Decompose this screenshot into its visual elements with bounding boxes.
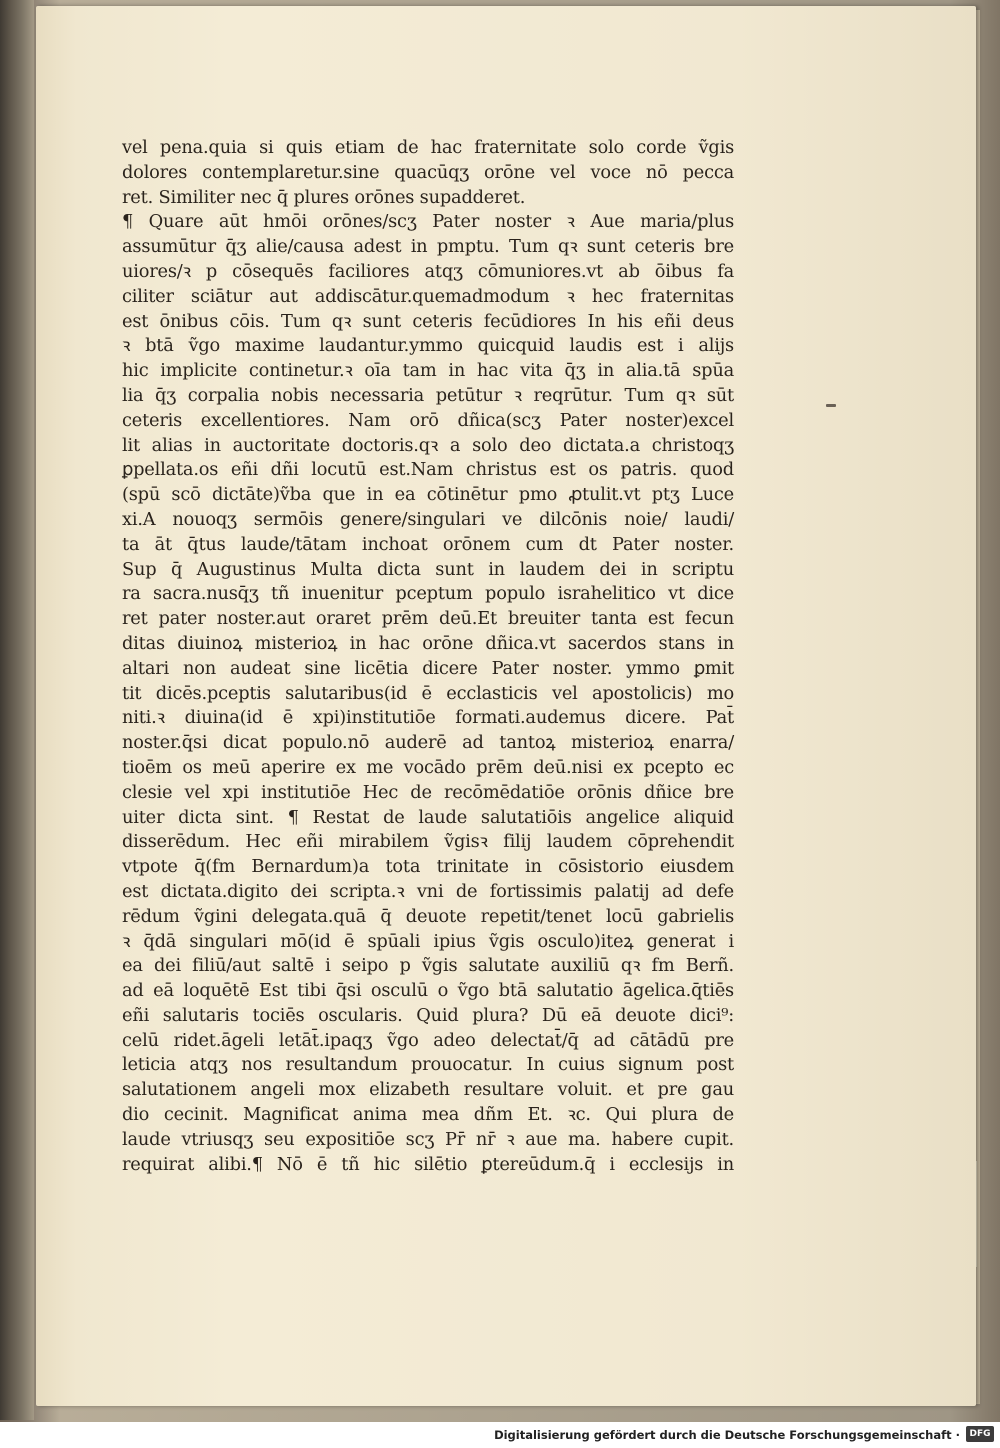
text-line: dolores contemplaretur.sine quacūqʒ orōne vel voce nō pecca	[122, 161, 734, 183]
text-line: ret. Similiter nec q̄ plures orōnes supadderet.	[122, 186, 526, 208]
text-line: ¶ Quare aūt hmōi orōnes/scʒ Pater noster ꝛ Aue maria/plus	[122, 211, 734, 233]
text-line: leticia atqʒ nos resultandum prouocatur. In cuius signum post	[122, 1054, 734, 1076]
text-line: Sup q̄ Augustinus Multa dicta sunt in laudem dei in scriptu	[122, 558, 734, 580]
text-line: dio cecinit. Magnificat anima mea dñm Et. ꝛc. Qui plura de	[122, 1104, 734, 1126]
text-line: niti.ꝛ diuina(id ē xpi)institutiōe formati.audemus dicere. Pat̄	[122, 707, 734, 729]
text-line: ret pater noster.aut oraret prēm deū.Et breuiter tanta est fecun	[122, 608, 734, 630]
text-line: lia q̄ʒ corpalia nobis necessaria petūtur ꝛ reqrūtur. Tum qꝛ sūt	[122, 384, 734, 406]
text-line: eñi salutaris tociēs oscularis. Quid plura? Dū eā deuote dici⁹:	[122, 1004, 734, 1026]
text-line: est ōnibus cōis. Tum qꝛ sunt ceteris fecūdiores In his eñi deus	[122, 310, 734, 332]
text-line: noster.q̄si dicat populo.nō auderē ad tantoꝝ misterioꝝ enarra/	[122, 732, 734, 754]
text-line: lit alias in auctoritate doctoris.qꝛ a solo deo dictata.a christoqʒ	[122, 434, 734, 456]
text-line: tit dicēs.pceptis salutaribus(id ē ecclasticis vel apostolicis) mo	[122, 682, 734, 704]
text-line: ceteris excellentiores. Nam orō dñica(scʒ Pater noster)excel	[122, 409, 734, 431]
page-text-block	[122, 136, 734, 1177]
text-line: altari non audeat sine licētia dicere Pater noster. ymmo ꝑmit	[122, 657, 734, 679]
footer-bar	[0, 1422, 1000, 1448]
text-line: est dictata.digito dei scripta.ꝛ vni de fortissimis palatij ad defe	[122, 880, 734, 902]
text-line: tioēm os meū aperire ex me vocādo prēm deū.nisi ex pcepto ec	[122, 756, 734, 778]
text-line: ad eā loquētē Est tibi q̄si osculū o ṽgo btā salutatio āgelica.q̄tiēs	[122, 980, 734, 1002]
text-line: clesie vel xpi institutiōe Hec de recōmēdatiōe orōnis dñice bre	[122, 781, 734, 803]
text-line: xi.A nouoqʒ sermōis genere/singulari ve dilcōnis noie/ laudi/	[122, 508, 734, 530]
text-line: uiter dicta sint. ¶ Restat de laude salutatiōis angelice aliquid	[122, 806, 734, 828]
book-binding	[0, 0, 34, 1420]
text-line: ciliter sciātur aut addiscātur.quemadmodum ꝛ hec fraternitas	[122, 285, 734, 307]
text-line: salutationem angeli mox elizabeth resultare voluit. et pre gau	[122, 1079, 734, 1101]
text-line: ꝛ btā ṽgo maxime laudantur.ymmo quicquid laudis est i alijs	[122, 335, 734, 357]
text-line: ꝛ q̄dā singulari mō(id ē spūali ipius ṽgis osculo)iteꝝ generat i	[122, 930, 734, 952]
text-line: ra sacra.nusq̄ʒ tñ inuenitur pceptum populo israhelitico vt dice	[122, 583, 734, 605]
text-line: hic implicite continetur.ꝛ oīa tam in hac vita q̄ʒ in alia.tā spūa	[122, 360, 734, 382]
text-line: vel pena.quia si quis etiam de hac fraternitate solo corde ṽgis	[122, 137, 734, 158]
text-line: requirat alibi.¶ Nō ē tñ hic silētio ꝑtereūdum.q̄ i ecclesijs in	[122, 1153, 734, 1175]
text-line: ea dei filiū/aut saltē i seipo p ṽgis salutate auxiliū qꝛ fm Berñ.	[122, 955, 734, 977]
text-line: ditas diuinoꝝ misterioꝝ in hac orōne dñica.vt sacerdos stans in	[122, 632, 734, 654]
text-line: assumūtur q̄ʒ alie/causa adest in pmptu. Tum qꝛ sunt ceteris bre	[122, 236, 734, 258]
text-line: ꝑpellata.os eñi dñi locutū est.Nam christus est os patris. quod	[122, 459, 734, 481]
text-line: celū ridet.āgeli letāt̄.ipaqʒ ṽgo adeo delectat̄/q̄ ad cātādū pre	[122, 1029, 734, 1051]
text-line: laude vtriusqʒ seu expositiōe scʒ Pr̄ nr̄ ꝛ aue ma. habere cupit.	[122, 1128, 734, 1150]
ink-speck	[826, 404, 836, 407]
text-line: (spū scō dictāte)ṽba que in ea cōtinētur pmo ꝓtulit.vt ptʒ Luce	[122, 484, 734, 506]
footer-credit: Digitalisierung gefördert durch die Deutsche Forschungsgemeinschaft ·	[494, 1428, 960, 1442]
text-line: disserēdum. Hec eñi mirabilem ṽgisꝛ filij laudem cōprehendit	[122, 831, 734, 853]
text-line: vtpote q̄(fm Bernardum)a tota trinitate in cōsistorio eiusdem	[122, 856, 734, 878]
text-line: ta āt q̄tus laude/tātam inchoat orōnem cum dt Pater noster.	[122, 533, 734, 555]
text-line: uiores/ꝛ p cōsequēs faciliores atqʒ cōmuniores.vt ab ōibus fa	[122, 260, 734, 282]
dfg-logo: DFG	[966, 1426, 994, 1442]
text-line: rēdum ṽgini delegata.quā q̄ deuote repetit/tenet locū gabrielis	[122, 905, 734, 927]
